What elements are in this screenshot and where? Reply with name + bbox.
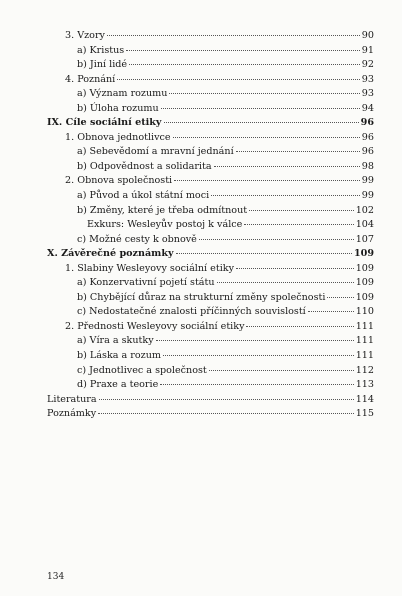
toc-entry-label: 2. Obnova společnosti — [65, 175, 173, 187]
toc-entry-page: 109 — [355, 291, 374, 303]
toc-leader-dots — [249, 210, 354, 211]
toc-entry-page: 107 — [355, 233, 374, 245]
toc-entry — [47, 29, 374, 44]
toc-entry-page: 96 — [361, 131, 374, 143]
toc-entry-label: a) Původ a úkol státní moci — [77, 190, 210, 202]
toc-entry — [47, 58, 374, 73]
toc-entry-page: 109 — [355, 277, 374, 289]
toc-entry — [47, 349, 374, 364]
toc-entry-page: 99 — [361, 190, 374, 202]
toc-entry-label: b) Odpovědnost a solidarita — [77, 160, 212, 172]
toc-leader-dots — [308, 311, 354, 312]
toc-leader-dots — [174, 180, 360, 181]
toc-entry-page: 90 — [361, 30, 374, 41]
toc-entry-page: 92 — [361, 59, 374, 71]
toc-entry-page: 114 — [355, 393, 374, 405]
toc-entry-label: 1. Obnova jednotlivce — [65, 131, 171, 143]
toc-leader-dots — [107, 35, 360, 36]
toc-entry — [47, 407, 374, 422]
toc-leader-dots — [163, 355, 354, 356]
toc-entry — [47, 145, 374, 160]
toc-entry-label: 4. Poznání — [65, 73, 116, 85]
toc-leader-dots — [98, 413, 354, 414]
toc-entry-label: a) Sebevědomí a mravní jednání — [77, 146, 234, 158]
toc-entry — [47, 364, 374, 379]
toc-entry-page: 111 — [355, 320, 374, 332]
toc-leader-dots — [173, 137, 360, 138]
toc-entry-label: b) Jiní lidé — [77, 59, 128, 71]
toc-entry-page: 102 — [355, 204, 374, 216]
toc-entry — [47, 393, 374, 408]
toc-entry-label: 1. Slabiny Wesleyovy sociální etiky — [65, 262, 234, 274]
toc-entry-page: 93 — [361, 88, 374, 100]
toc-entry-page: 115 — [355, 408, 374, 420]
toc-entry-label: Literatura — [47, 393, 97, 405]
toc-entry-label: 2. Přednosti Wesleyovy sociální etiky — [65, 320, 245, 332]
toc-entry — [47, 247, 374, 262]
toc-leader-dots — [160, 384, 353, 385]
toc-leader-dots — [129, 64, 360, 65]
toc-entry-page: 111 — [355, 335, 374, 347]
page-number: 134 — [47, 572, 65, 582]
toc-entry-label: a) Víra a skutky — [77, 335, 154, 347]
toc-entry-label: Poznámky — [47, 408, 97, 420]
toc-entry — [47, 116, 374, 131]
toc-entry — [47, 276, 374, 291]
toc-entry-label: 3. Vzory — [65, 30, 105, 41]
toc-entry-page: 113 — [355, 379, 374, 391]
toc-entry-label: c) Jednotlivec a společnost — [77, 364, 207, 376]
toc-entry — [47, 44, 374, 59]
toc-leader-dots — [214, 166, 360, 167]
toc-leader-dots — [126, 50, 360, 51]
toc-entry-label: Exkurs: Wesleyův postoj k válce — [87, 219, 243, 231]
toc-entry-label: d) Praxe a teorie — [77, 379, 159, 391]
toc-entry — [47, 189, 374, 204]
toc-entry — [47, 87, 374, 102]
toc-entry-page: 94 — [361, 102, 374, 114]
toc-entry-label: X. Závěrečné poznámky — [47, 248, 174, 260]
toc-leader-dots — [209, 370, 354, 371]
toc-leader-dots — [169, 93, 359, 94]
toc-leader-dots — [164, 122, 359, 123]
toc-entry — [47, 160, 374, 175]
toc-leader-dots — [244, 224, 353, 225]
toc-leader-dots — [99, 399, 354, 400]
toc-entry-label: b) Láska a rozum — [77, 350, 161, 362]
toc-leader-dots — [217, 282, 354, 283]
toc-leader-dots — [199, 239, 354, 240]
toc-entry — [47, 291, 374, 306]
toc-entry — [47, 262, 374, 277]
toc-entry-label: b) Chybějící důraz na strukturní změny společnosti — [77, 291, 326, 303]
toc-entry-page: 91 — [361, 44, 374, 56]
toc-entry-page: 111 — [355, 350, 374, 362]
toc-entry — [47, 233, 374, 248]
toc-entry-label: a) Význam rozumu — [77, 88, 168, 100]
toc-entry — [47, 378, 374, 393]
toc-leader-dots — [176, 253, 352, 254]
toc-entry-page: 112 — [355, 364, 374, 376]
toc-entry — [47, 73, 374, 88]
toc-entry — [47, 334, 374, 349]
toc-leader-dots — [156, 340, 354, 341]
toc-entry-label: a) Konzervativní pojetí státu — [77, 277, 215, 289]
toc-entry — [47, 204, 374, 219]
toc-entry-page: 104 — [355, 219, 374, 231]
toc-entry — [47, 102, 374, 117]
toc-leader-dots — [117, 79, 360, 80]
toc-entry — [47, 305, 374, 320]
toc-entry-label: c) Možné cesty k obnově — [77, 233, 197, 245]
toc-entry — [47, 174, 374, 189]
toc-entry-label: b) Úloha rozumu — [77, 102, 159, 114]
toc-entry — [47, 218, 374, 233]
toc-leader-dots — [236, 268, 354, 269]
toc-entry-label: b) Změny, které je třeba odmítnout — [77, 204, 248, 216]
toc-entry — [47, 131, 374, 146]
toc-entry-label: a) Kristus — [77, 44, 125, 56]
toc-leader-dots — [327, 297, 353, 298]
toc-entry — [47, 320, 374, 335]
toc-entry-page: 109 — [355, 262, 374, 274]
toc-leader-dots — [236, 151, 360, 152]
toc-entry-page: 110 — [355, 306, 374, 318]
toc-entry-page: 93 — [361, 73, 374, 85]
toc-entry-label: IX. Cíle sociální etiky — [47, 117, 162, 129]
toc-leader-dots — [161, 108, 360, 109]
toc-entry-page: 99 — [361, 175, 374, 187]
toc-leader-dots — [246, 326, 353, 327]
toc-entry-label: c) Nedostatečné znalosti příčinných souvislostí — [77, 306, 306, 318]
toc-leader-dots — [211, 195, 360, 196]
toc-entry-page: 96 — [360, 117, 374, 129]
toc-entry-page: 98 — [361, 160, 374, 172]
table-of-contents — [47, 29, 374, 422]
toc-entry-page: 109 — [353, 248, 374, 260]
toc-entry-page: 96 — [361, 146, 374, 158]
